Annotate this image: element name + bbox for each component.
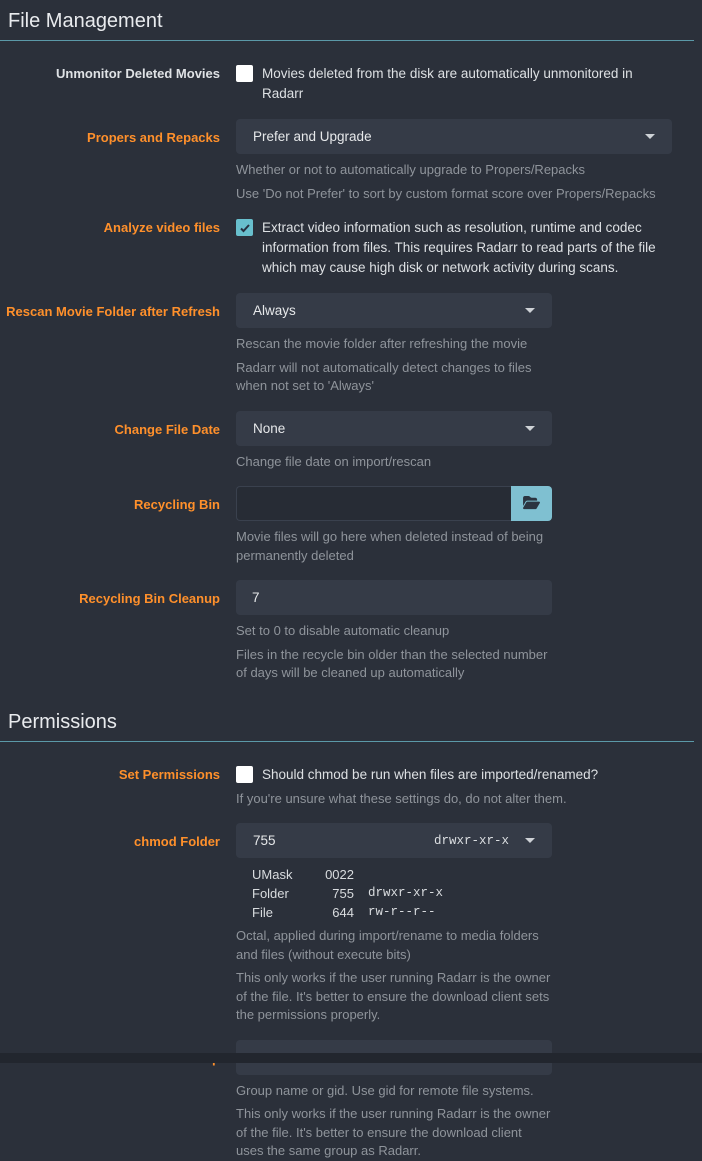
form-group-unmonitor-deleted-movies bbox=[0, 64, 694, 104]
unmonitor-deleted-movies-checkbox[interactable] bbox=[236, 65, 253, 82]
form-group-analyze-video-files bbox=[0, 218, 694, 278]
recycling-bin-cleanup-help-2: Files in the recycle bin older than the selected number of days will be cleaned up automatically bbox=[236, 646, 548, 680]
chevron-down-icon bbox=[525, 308, 535, 313]
rescan-movie-folder-value: Always bbox=[253, 303, 296, 318]
chevron-down-icon bbox=[525, 838, 535, 843]
form-group-recycling-bin-cleanup bbox=[0, 580, 694, 683]
recycling-bin-cleanup-help-1: Set to 0 to disable automatic cleanup bbox=[236, 623, 450, 638]
unmonitor-deleted-movies-description: Movies deleted from the disk are automatically unmonitored in Radarr bbox=[262, 66, 633, 101]
propers-and-repacks-label: Propers and Repacks bbox=[87, 130, 220, 145]
propers-and-repacks-select[interactable] bbox=[236, 119, 672, 154]
perm-row-name: File bbox=[252, 905, 273, 920]
change-file-date-value: None bbox=[253, 420, 286, 436]
section-permissions bbox=[0, 709, 694, 1161]
chmod-folder-help-2: This only works if the user running Radarr is the owner of the file. It's better to ensure the download client sets the permissions properly. bbox=[236, 970, 551, 1022]
permission-table-row bbox=[252, 903, 443, 922]
perm-row-name: Folder bbox=[252, 886, 289, 901]
analyze-video-files-label: Analyze video files bbox=[103, 220, 220, 235]
chmod-folder-label: chmod Folder bbox=[134, 834, 220, 849]
perm-row-name: UMask bbox=[252, 867, 293, 882]
permission-table-row bbox=[252, 884, 443, 903]
chmod-group-help-1: Group name or gid. Use gid for remote file systems. bbox=[236, 1082, 534, 1098]
propers-and-repacks-help-1: Whether or not to automatically upgrade to Propers/Repacks bbox=[236, 162, 586, 177]
recycling-bin-cleanup-input[interactable] bbox=[236, 580, 552, 615]
chmod-folder-help-1: Octal, applied during import/rename to media folders and files (without execute bits) bbox=[236, 928, 539, 962]
browse-folder-button[interactable] bbox=[511, 486, 552, 521]
chevron-down-icon bbox=[645, 134, 655, 139]
permissions-preview-table bbox=[252, 865, 443, 922]
perm-row-mask: drwxr-xr-x bbox=[368, 886, 444, 900]
chmod-group-help-2: This only works if the user running Radarr is the owner of the file. It's better to ensure the download client uses the same group as Radarr. bbox=[236, 1106, 551, 1158]
change-file-date-select[interactable] bbox=[236, 411, 552, 446]
change-file-date-label: Change File Date bbox=[114, 421, 220, 437]
perm-row-mask: rw-r--r-- bbox=[368, 905, 436, 919]
form-group-propers-and-repacks bbox=[0, 119, 694, 203]
rescan-movie-folder-help-2: Radarr will not automatically detect changes to files when not set to 'Always' bbox=[236, 359, 532, 393]
recycling-bin-label: Recycling Bin bbox=[134, 497, 220, 512]
recycling-bin-cleanup-label: Recycling Bin Cleanup bbox=[79, 591, 220, 606]
propers-and-repacks-value: Prefer and Upgrade bbox=[253, 129, 372, 144]
checkmark-icon bbox=[239, 222, 251, 234]
set-permissions-help-1: If you're unsure what these settings do, do not alter them. bbox=[236, 790, 567, 806]
form-group-set-permissions bbox=[0, 765, 694, 809]
rescan-movie-folder-select[interactable] bbox=[236, 293, 552, 328]
recycling-bin-help-1: Movie files will go here when deleted instead of being permanently deleted bbox=[236, 529, 544, 563]
propers-and-repacks-help-2: Use 'Do not Prefer' to sort by custom format score over Propers/Repacks bbox=[236, 185, 656, 201]
form-group-change-file-date bbox=[0, 411, 694, 472]
perm-row-mask bbox=[354, 865, 443, 884]
section-file-management bbox=[0, 8, 694, 683]
perm-row-octal: 0022 bbox=[325, 867, 354, 882]
set-permissions-checkbox[interactable] bbox=[236, 766, 253, 783]
analyze-video-files-description: Extract video information such as resolution, runtime and codec information from files. This requires Radarr to read parts of the file which may cause high disk or network activity during scans. bbox=[262, 220, 656, 275]
permission-table-row bbox=[252, 865, 443, 884]
section-title-permissions: Permissions bbox=[0, 709, 694, 742]
form-group-chmod-folder bbox=[0, 823, 694, 1025]
rescan-movie-folder-label: Rescan Movie Folder after Refresh bbox=[6, 304, 220, 319]
form-group-rescan-movie-folder bbox=[0, 293, 694, 396]
recycling-bin-input[interactable] bbox=[236, 486, 511, 521]
perm-row-octal: 755 bbox=[332, 886, 354, 901]
chmod-folder-preview: drwxr-xr-x bbox=[433, 833, 509, 848]
rescan-movie-folder-help-1: Rescan the movie folder after refreshing the movie bbox=[236, 336, 528, 351]
perm-row-octal: 644 bbox=[332, 905, 354, 920]
chmod-folder-select[interactable] bbox=[236, 823, 552, 858]
chmod-folder-value: 755 bbox=[253, 833, 276, 848]
section-title-file-management: File Management bbox=[0, 8, 694, 41]
chevron-down-icon bbox=[525, 426, 535, 431]
form-group-recycling-bin bbox=[0, 486, 694, 565]
folder-open-icon bbox=[523, 495, 540, 513]
set-permissions-description: Should chmod be run when files are imported/renamed? bbox=[262, 766, 599, 782]
set-permissions-label: Set Permissions bbox=[118, 766, 220, 782]
unmonitor-deleted-movies-label: Unmonitor Deleted Movies bbox=[56, 66, 220, 81]
change-file-date-help-1: Change file date on import/rescan bbox=[236, 453, 432, 469]
analyze-video-files-checkbox[interactable] bbox=[236, 219, 253, 236]
footer-strip bbox=[0, 1053, 702, 1063]
